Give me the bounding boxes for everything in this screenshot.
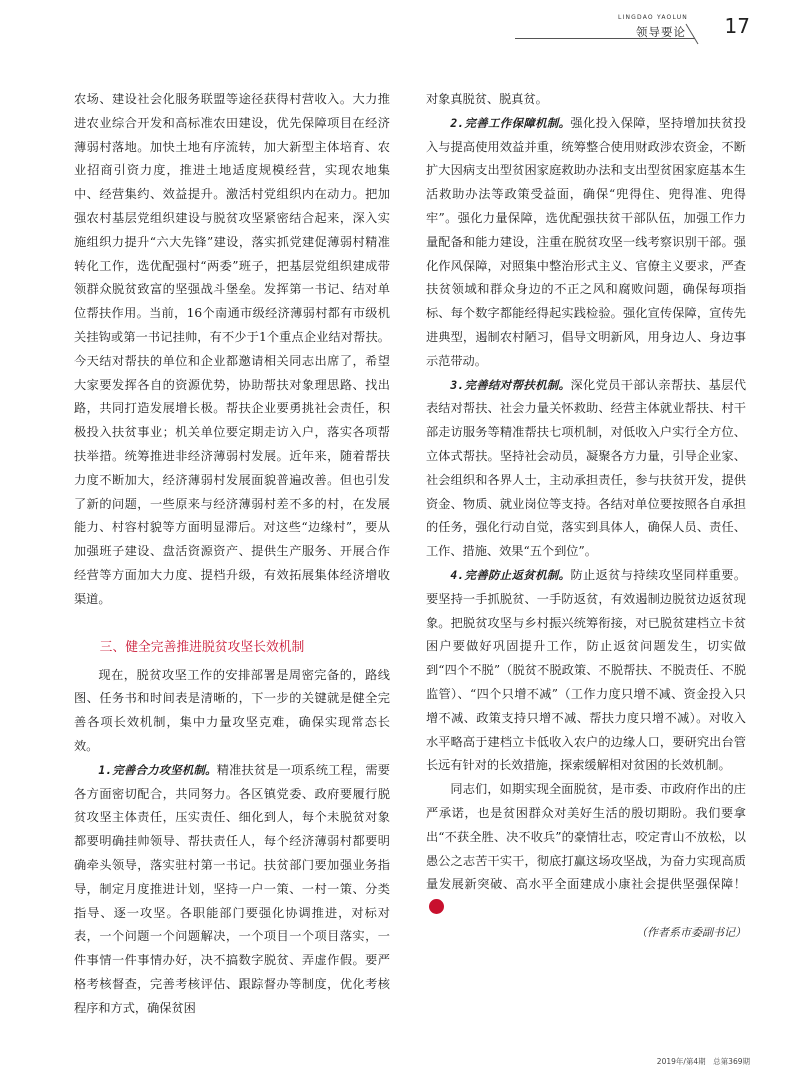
paragraph-text: 深化党员干部认亲帮扶、基层代表结对帮扶、社会力量关怀救助、经营主体就业帮扶、村干部走访服务等精准帮扶七项机制，对低收入户实行全方位、立体式帮扶。坚持社会动员，凝聚各方力量，引导企业家、社会组织和各界人士，主动承担责任，参与扶贫开发，提供资金、物质、就业岗位等支持。各结对单位要按照各自承担的任务，强化行动自觉，落实到具体人，确保人员、责任、工作、措施、效果“五个到位”。 bbox=[426, 377, 747, 559]
section-title: 领导要论 bbox=[636, 25, 686, 39]
paragraph-keyword: 1.完善合力攻坚机制。 bbox=[98, 762, 217, 777]
paragraph bbox=[426, 564, 746, 778]
page-footer: 2019年/第4期 总第369期 bbox=[656, 1057, 750, 1066]
paragraph-text: 同志们，如期实现全面脱贫，是市委、市政府作出的庄严承诺，也是贫困群众对美好生活的殷切期盼。我们要拿出“不获全胜、决不收兵”的豪情壮志，咬定青山不放松，以愚公之志苦干实干，彻底打赢这场攻坚战，为奋力实现高质量发展新突破、高水平全面建成小康社会提供坚强保障！ bbox=[426, 782, 746, 892]
header-slash-icon bbox=[684, 22, 706, 46]
paragraph: 对象真脱贫、脱真贫。 bbox=[426, 92, 548, 106]
paragraph-keyword: 3.完善结对帮扶机制。 bbox=[450, 377, 571, 392]
paragraph-keyword: 4.完善防止返贫机制。 bbox=[450, 567, 571, 582]
paragraph-keyword: 2.完善工作保障机制。 bbox=[450, 115, 571, 130]
paragraph bbox=[426, 778, 746, 921]
paragraph-text: 强化投入保障，坚持增加扶贫投入与提高使用效益并重，统筹整合使用财政涉农资金，不断扩大因病支出型贫困家庭救助办法和支出型贫困家庭基本生活救助办法等政策受益面，确保“兜得住、兜得准、兜得牢”。强化力量保障，选优配强扶贫干部队伍，加强工作力量配备和能力建设，注重在脱贫攻坚一线考察识别干部。强化作风保障，对照集中整治形式主义、官僚主义要求，严查扶贫领域和群众身边的不正之风和腐败问题，确保每项指标、每个数字都能经得起实践检验。强化宣传保障，宣传先进典型，遏制农村陋习，倡导文明新风，用身边人、身边事示范带动。 bbox=[426, 115, 747, 368]
paragraph bbox=[426, 112, 746, 374]
end-mark-icon bbox=[429, 899, 444, 914]
header-rule bbox=[515, 38, 695, 39]
page-header bbox=[510, 8, 750, 52]
paragraph-text: 精准扶贫是一项系统工程，需要各方面密切配合，共同努力。各区镇党委、政府要履行脱贫攻坚主体责任，压实责任、细化到人，每个未脱贫对象都要明确挂帅领导、帮扶责任人，每个经济薄弱村都要明确牵头领导，落实驻村第一书记。扶贫部门要加强业务指导，制定月度推进计划，坚持一户一策、一村一策、分类指导、逐一攻坚。各职能部门要强化协调推进，对标对表，一个问题一个问题解决，一个项目一个项目落实，一件事情一件事情办好，决不搞数字脱贫、弄虚作假。要严格考核督查，完善考核评估、跟踪督办等制度，优化考核程序和方式，确保贫困 bbox=[74, 762, 390, 1015]
paragraph bbox=[74, 759, 390, 1021]
paragraph: 农场、建设社会化服务联盟等途径获得村营收入。大力推进农业综合开发和高标准农田建设，优先保障项目在经济薄弱村落地。加快土地有序流转，加大新型主体培育、农业招商引资力度，推进土地适度规模经营，实现农地集中、经营集约、效益提升。激活村党组织内在动力。把加强农村基层党组织建设与脱贫攻坚紧密结合起来，深入实施组织力提升“六大先锋”建设，落实抓党建促薄弱村精准转化工作，选优配强村“两委”班子，把基层党组织建成带领群众脱贫致富的坚强战斗堡垒。发挥第一书记、结对单位帮扶作用。当前，16个南通市级经济薄弱村都有市级机关挂钩或第一书记挂帅，有不少于1个重点企业结对帮扶。今天结对帮扶的单位和企业都邀请相关同志出席了，希望大家要发挥各自的资源优势，协助帮扶对象理思路、找出路，共同打造发展增长极。帮扶企业要勇挑社会责任，积极投入扶贫事业；机关单位要定期走访入户，落实各项帮扶举措。统筹推进非经济薄弱村发展。近年来，随着帮扶力度不断加大，经济薄弱村发展面貌普遍改善。但也引发了新的问题，一些原来与经济薄弱村差不多的村，在发展能力、村容村貌等方面明显滞后。对这些“边缘村”，要从加强班子建设、盘活资源资产、提供生产服务、开展合作经营等方面加大力度、提档升级，有效拓展集体经济增收渠道。 bbox=[74, 92, 390, 606]
section-pinyin: LINGDAO YAOLUN bbox=[617, 14, 688, 21]
page-number: 17 bbox=[724, 14, 750, 38]
paragraph bbox=[426, 374, 746, 564]
author-note: （作者系市委副书记） bbox=[636, 925, 746, 939]
right-column bbox=[426, 88, 746, 945]
paragraph-text: 防止返贫与持续攻坚同样重要。要坚持一手抓脱贫、一手防返贫，有效遏制边脱贫边返贫现象。把脱贫攻坚与乡村振兴统筹衔接，对已脱贫建档立卡贫困户要做好巩固提升工作，防止返贫问题发生，切实做到“四个不脱”（脱贫不脱政策、不脱帮扶、不脱责任、不脱监管）、“四个只增不减”（工作力度只增不减、资金投入只增不减、政策支持只增不减、帮扶力度只增不减）。对收入水平略高于建档立卡低收入农户的边缘人口，要研究出台管长远有针对的长效措施，探索缓解相对贫困的长效机制。 bbox=[426, 567, 747, 773]
section-heading: 三、健全完善推进脱贫攻坚长效机制 bbox=[99, 639, 305, 655]
left-column bbox=[74, 88, 390, 1020]
paragraph: 现在，脱贫攻坚工作的安排部署是周密完备的，路线图、任务书和时间表是清晰的，下一步的关键就是健全完善各项长效机制，集中力量攻坚克难，确保实现常态长效。 bbox=[74, 667, 390, 753]
